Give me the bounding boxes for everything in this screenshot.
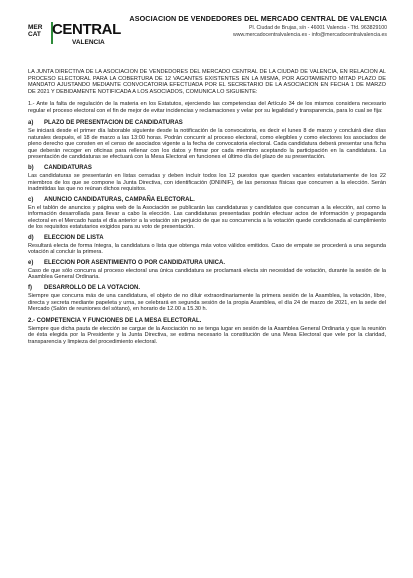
section-b xyxy=(28,165,386,193)
section-text: En el tablón de anuncios y página web de la Asociación se publicarán las candidaturas y candidatos que concurran a la elección, así como la información desarrollada para llevar a cabo la elección. Las candidaturas presentadas podrán efectuar actos de información y propaganda electoral en el Mercado hasta el día anterior a la votación sin perjuicio de que su concurrencia a la votación quede condicionada al cumplimiento de los requisitos estatutarios exigidos para su voto de presentación. xyxy=(28,204,386,231)
section-2-heading: 2.- COMPETENCIA Y FUNCIONES DE LA MESA ELECTORAL. xyxy=(28,317,202,324)
section-text: Resultará electa de forma íntegra, la candidatura o lista que obtenga más votos válidos emitidos. Caso de empate se procederá a una segunda votación al concluir la primera. xyxy=(28,242,386,256)
section-c xyxy=(28,197,386,231)
organization-web: www.mercadocentralvalencia.es - info@mercadocentralvalencia.es xyxy=(232,32,387,38)
section-heading xyxy=(28,165,386,172)
section-heading xyxy=(28,235,386,242)
section-title: ANUNCIO CANDIDATURAS, CAMPAÑA ELECTORAL. xyxy=(44,196,195,203)
section-heading xyxy=(28,260,386,267)
section-text: Siempre que concurra más de una candidatura, el objeto de no diluir extraordinariamente la primera sesión de la Asamblea, la votación, libre, directa y secreta mediante papeleta y urna, se celebrará en segunda sesión de la propia Asamblea, el día 24 de marzo de 2021, en la sede del Mercado (Salón de reuniones del sótano), en horario de 12.00 a 15.30 h. xyxy=(28,293,386,313)
section-letter: c) xyxy=(28,196,34,203)
letterhead xyxy=(129,14,387,38)
logo-central-text: CENTRAL xyxy=(52,21,121,38)
section-heading xyxy=(28,120,386,127)
section-text: Caso de que sólo concurra al proceso electoral una única candidatura se proclamará electa sin necesidad de votación, durante la sesión de la Asamblea General Ordinaria. xyxy=(28,267,386,281)
section-e xyxy=(28,260,386,281)
section-heading xyxy=(28,197,386,204)
section-f xyxy=(28,285,386,313)
section-a xyxy=(28,120,386,161)
section-letter: a) xyxy=(28,120,34,127)
section-letter: b) xyxy=(28,165,34,172)
section-letter: d) xyxy=(28,234,34,241)
organization-address: Pl. Ciudad de Brujas, s/n - 46001 Valencia - Tfd. 963829100 xyxy=(249,25,387,31)
section-text: Las candidaturas se presentarán en listas cerradas y deben incluir todos los 12 puestos que queden vacantes estatutariamente de los 22 miembros de los que se compone la Junta Directiva, con identificación (DNI/NIF), de las personas físicas que concurren a la elección. Serán inadmitidas las que no reúnan dichos requisitos. xyxy=(28,173,386,193)
section-2-text: Siempre que dicha pauta de elección se cargue de la Asociación no se tenga lugar en sesión de la Asamblea General Ordinaria y que la reunión de ésta elegida por la Presidente y la Junta Directiva, se estima necesario la constitución de una Mesa Electoral que vele por la claridad, transparencia y limpieza del procedimiento electoral. xyxy=(28,325,386,345)
document-body xyxy=(28,69,386,345)
logo-valencia-text: VALENCIA xyxy=(72,39,105,46)
section-letter: f) xyxy=(28,285,32,292)
organization-name: ASOCIACION DE VENDEDORES DEL MERCADO CENTRAL DE VALENCIA xyxy=(129,14,387,23)
section-title: CANDIDATURAS xyxy=(44,165,92,172)
section-title: DESARROLLO DE LA VOTACION. xyxy=(44,285,140,292)
section-d xyxy=(28,235,386,256)
section-title: PLAZO DE PRESENTACION DE CANDIDATURAS xyxy=(44,120,183,127)
section-heading xyxy=(28,285,386,292)
point-1-paragraph: 1.- Ante la falta de regulación de la materia en los Estatutos, ejerciendo las competencias del Artículo 34 de los mismos considera necesario regular el proceso electoral con el fin de mejor de evitar incidencias y reclamaciones y velar por su legalidad y transparencia, para lo cual se fija: xyxy=(28,101,386,114)
intro-paragraph: LA JUNTA DIRECTIVA DE LA ASOCIACION DE VENDEDORES DEL MERCADO CENTRAL DE LA CIUDAD DE VALENCIA, EN RELACION AL PROCESO ELECTORAL PARA LA COBERTURA DE 12 VACANTES EXISTENTES EN LA MISMA, POR AGOTAMIENTO MITAD PLAZO DE MANDATO AJUSTANDO MEDIANTE CONVOCATORIA EFECTUADA POR EL SECRETARIO DE LA ASOCIACION EN FECHA 1 DE MARZO DE 2021 Y DEBIDAMENTE NOTIFICADA A LOS ASOCIADOS, COMUNICA LO SIGUIENTE: xyxy=(28,69,386,95)
section-letter: e) xyxy=(28,259,34,266)
logo-mercat-text: MER CAT xyxy=(28,24,43,38)
mercat-central-logo xyxy=(28,20,120,52)
section-title: ELECCION POR ASENTIMIENTO O POR CANDIDATURA UNICA. xyxy=(44,259,226,266)
section-title: ELECCION DE LISTA xyxy=(44,234,104,241)
section-text: Se iniciará desde el primer día laborable siguiente desde la notificación de la convocatoria, es decir el lunes 8 de marzo y concluirá diez días naturales después, el 18 de marzo a las 13:00 horas. Podrán concurrir al proceso electoral, como elegibles y como electores los asociados de pleno derecho que consten en el censo de asociados vigente a la fecha de convocatoria electoral. Cada candidatura deberá presentar una ficha que deberán recoger en oficinas para rellenar con los datos y firmar por cada miembro aceptando la participación en la candidatura. La presentación de candidaturas se efectuará con la Mesa Electoral en funciones el último día del plazo de su presentación. xyxy=(28,128,386,161)
